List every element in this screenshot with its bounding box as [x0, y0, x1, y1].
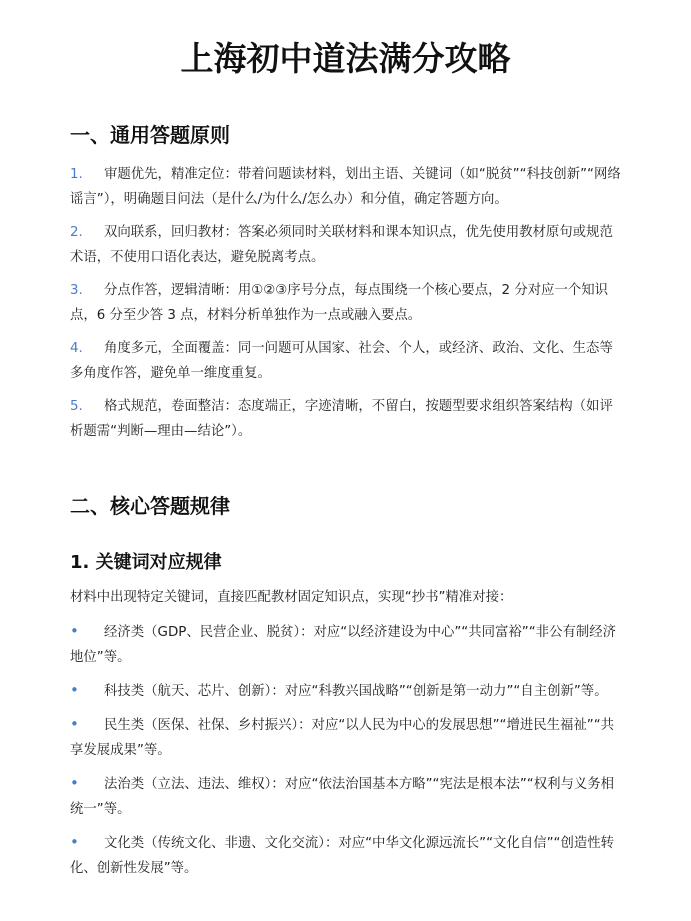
list-item [70, 336, 621, 386]
list-item-text: 格式规范，卷面整洁：态度端正，字迹清晰，不留白，按题型要求组织答案结构（如评析题需“判断—理由—结论”）。 [70, 399, 613, 439]
list-item [70, 619, 621, 670]
list-item [70, 678, 621, 704]
list-item [70, 278, 621, 328]
list-number: 1. [70, 167, 83, 182]
list-number: 4. [70, 341, 83, 356]
list-item-text: 审题优先，精准定位：带着问题读材料，划出主语、关键词（如“脱贫”“科技创新”“网络谣言”），明确题目问法（是什么/为什么/怎么办）和分值，确定答题方向。 [70, 167, 621, 207]
list-item [70, 830, 621, 881]
subsection-intro: 材料中出现特定关键词，直接匹配教材固定知识点，实现“抄书”精准对接： [70, 590, 513, 605]
list-item-text: 科技类（航天、芯片、创新）：对应“科教兴国战略”“创新是第一动力”“自主创新”等。 [104, 684, 608, 699]
list-item-text: 民生类（医保、社保、乡村振兴）：对应“以人民为中心的发展思想”“增进民生福祉”“共享发展成果”等。 [70, 718, 615, 758]
bullet-icon: • [70, 681, 79, 699]
list-item-text: 分点作答，逻辑清晰：用①②③序号分点，每点围绕一个核心要点，2 分对应一个知识点，6 分至少答 3 点，材料分析单独作为一点或融入要点。 [70, 283, 609, 323]
keyword-rules-list [70, 619, 621, 881]
list-item-text: 双向联系，回归教材：答案必须同时关联材料和课本知识点，优先使用教材原句或规范术语，不使用口语化表达，避免脱离考点。 [70, 225, 613, 265]
general-principles-list [70, 162, 621, 444]
section-heading-general-principles: 一、通用答题原则 [70, 123, 230, 147]
bullet-icon: • [70, 833, 79, 851]
bullet-icon: • [70, 622, 79, 640]
list-item-text: 法治类（立法、违法、维权）：对应“依法治国基本方略”“宪法是根本法”“权利与义务相统一”等。 [70, 777, 615, 817]
list-item-text: 文化类（传统文化、非遗、文化交流）：对应“中华文化源远流长”“文化自信”“创造性转化、创新性发展”等。 [70, 836, 615, 876]
list-item [70, 771, 621, 822]
list-number: 3. [70, 283, 83, 298]
list-number: 5. [70, 399, 83, 414]
list-item-text: 角度多元，全面覆盖：同一问题可从国家、社会、个人，或经济、政治、文化、生态等多角度作答，避免单一维度重复。 [70, 341, 613, 381]
list-item [70, 220, 621, 270]
list-item [70, 712, 621, 763]
section-heading-core-rules: 二、核心答题规律 [70, 494, 230, 518]
bullet-icon: • [70, 774, 79, 792]
list-item-text: 经济类（GDP、民营企业、脱贫）：对应“以经济建设为中心”“共同富裕”“非公有制经济地位”等。 [70, 625, 617, 665]
bullet-icon: • [70, 715, 79, 733]
document-title: 上海初中道法满分攻略 [180, 39, 511, 78]
list-item [70, 394, 621, 444]
list-item [70, 162, 621, 212]
list-number: 2. [70, 225, 83, 240]
subsection-heading-keyword-rules: 1. 关键词对应规律 [70, 552, 222, 573]
